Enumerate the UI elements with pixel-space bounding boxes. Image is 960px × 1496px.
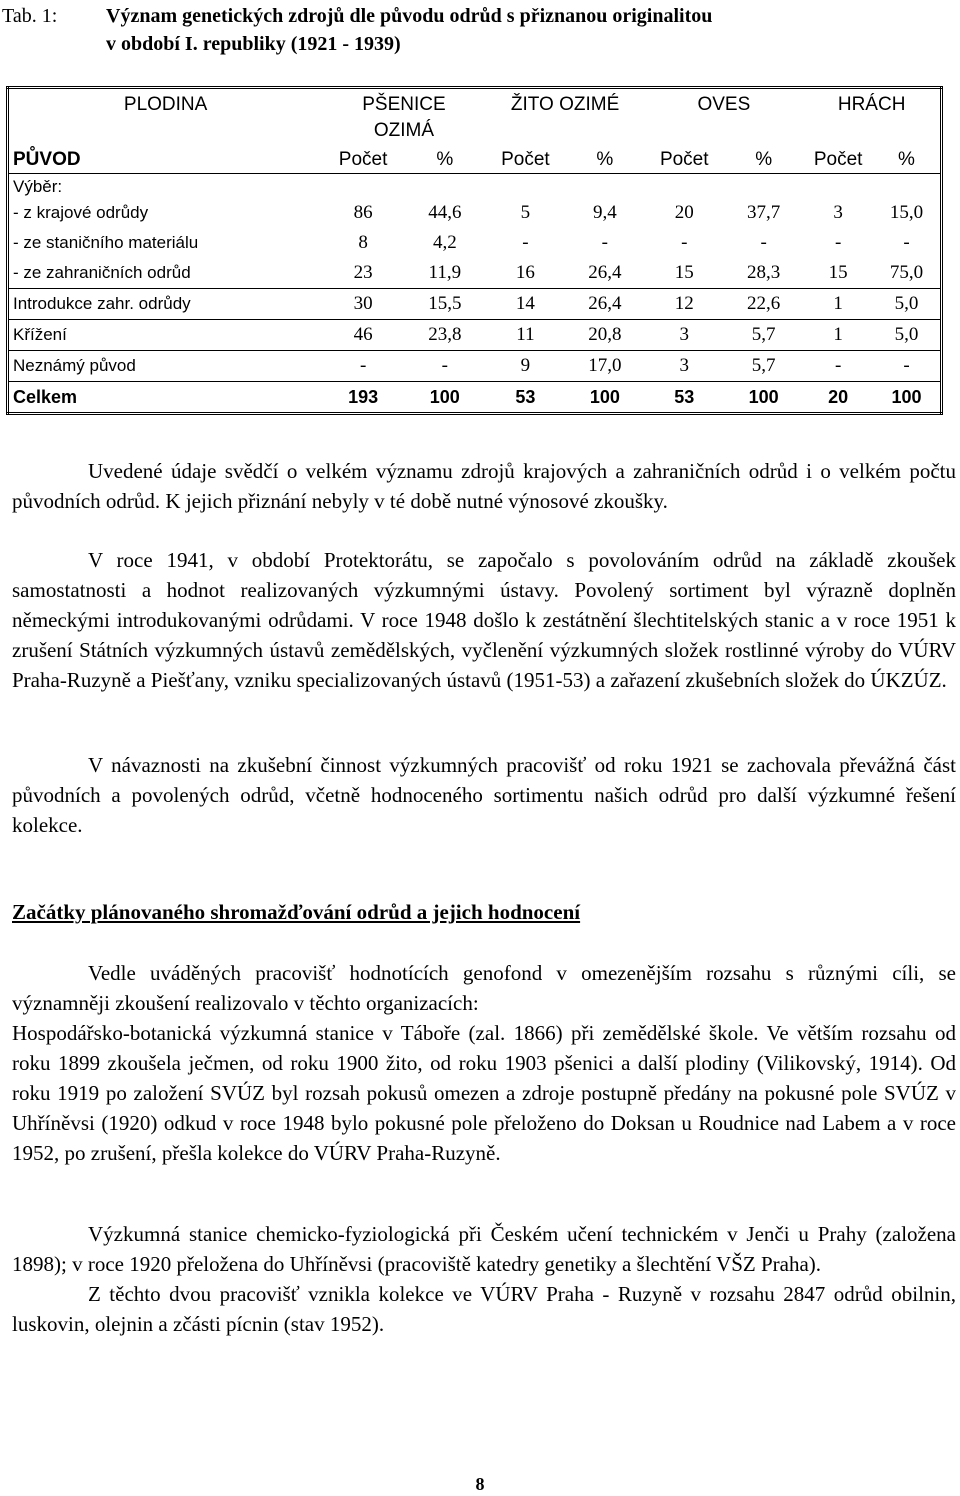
total-row xyxy=(8,382,942,414)
pct-header: % xyxy=(755,149,773,170)
table-row xyxy=(8,351,942,382)
cell: 5,7 xyxy=(724,320,803,351)
cell: 9 xyxy=(486,351,566,382)
cell: 20,8 xyxy=(565,320,644,351)
cell: - xyxy=(404,351,486,382)
cell: - xyxy=(522,232,529,253)
column-header-row xyxy=(8,144,942,174)
cell: - xyxy=(322,351,404,382)
cell: 16 xyxy=(515,262,535,283)
cell: 3 xyxy=(833,202,843,223)
cell: 100 xyxy=(404,382,486,414)
table-row xyxy=(8,228,942,258)
count-header: Počet xyxy=(338,149,388,170)
total-label: Celkem xyxy=(8,382,323,414)
paragraph-1: Uvedené údaje svědčí o velkém významu zdrojů krajových a zahraničních odrůd i o velkém počtu původních odrůd. K jejich přiznání nebyly v té době nutné výnosové zkoušky. xyxy=(12,459,956,513)
cell: 5,7 xyxy=(724,351,803,382)
paragraph-3-block xyxy=(12,750,956,840)
plodina-header: PLODINA xyxy=(123,94,208,115)
cell: 5,0 xyxy=(873,289,942,320)
table-row xyxy=(8,320,942,351)
cell: 100 xyxy=(565,382,644,414)
pct-header: % xyxy=(596,149,614,170)
cell: 12 xyxy=(644,289,724,320)
cell: 26,4 xyxy=(565,289,644,320)
cell: 23,8 xyxy=(404,320,486,351)
cell: 26,4 xyxy=(588,262,622,283)
paragraph-2-block xyxy=(12,545,956,695)
paragraph-3: V návaznosti na zkušební činnost výzkumných pracovišť od roku 1921 se zachovala převážná část původních a povolených odrůd, včetně hodnoceného sortimentu našich odrůd pro další výzkumné řešení kolekce. xyxy=(12,753,956,837)
cell: 53 xyxy=(486,382,566,414)
row-label: Neznámý původ xyxy=(8,351,323,382)
cell: 75,0 xyxy=(889,262,924,283)
cell: 15,0 xyxy=(889,202,924,223)
vyber-label: Výběr: xyxy=(8,174,323,199)
cell: 4,2 xyxy=(432,232,457,253)
origin-table xyxy=(6,86,943,415)
cell: 100 xyxy=(724,382,803,414)
row-label: Křížení xyxy=(8,320,323,351)
cell: 8 xyxy=(358,232,368,253)
cell: 46 xyxy=(322,320,404,351)
paragraph-4a: Vedle uváděných pracovišť hodnotících genofond v omezenějším rozsahu s různými cíli, se významněji zkoušení realizovalo v těchto organizacích: xyxy=(12,961,956,1015)
row-label: Introdukce zahr. odrůdy xyxy=(8,289,323,320)
cell: 11,9 xyxy=(428,262,462,283)
paragraph-4-block xyxy=(12,958,956,1168)
paragraph-5-block xyxy=(12,1219,956,1339)
cell: 5 xyxy=(520,202,531,223)
caption-title-line2: v období I. republiky (1921 - 1939) xyxy=(106,33,401,55)
puvod-header: PŮVOD xyxy=(13,149,81,170)
cell: 1 xyxy=(803,289,873,320)
paragraph-2: V roce 1941, v období Protektorátu, se započalo s povolováním odrůd na základě zkoušek samostatnosti a hodnot realizovaných výzkumnými ústavy. Povolený sortiment byl výrazně doplněn německými introdukovanými odrůdami. V roce 1948 došlo k zestátnění šlechtitelských stanic a v roce 1951 k zrušení Státních výzkumných ústavů zemědělských, vyčlenění výzkumných složek rostlinné výroby do VÚRV Praha-Ruzyně a Piešťany, vzniku specializovaných ústavů (1951-53) a zařazení zkušebních složek do ÚKZÚZ. xyxy=(12,548,956,692)
cell: 22,6 xyxy=(724,289,803,320)
table-row xyxy=(8,258,942,289)
paragraph-6: Z těchto dvou pracovišť vznikla kolekce ve VÚRV Praha - Ruzyně v rozsahu 2847 odrůd obilnin, luskovin, olejnin a zčásti pícnin (stav 1952). xyxy=(12,1282,956,1336)
cell: 11 xyxy=(486,320,566,351)
count-header: Počet xyxy=(813,149,863,170)
cell: 44,6 xyxy=(428,202,462,223)
table-caption xyxy=(0,2,940,58)
cell: 14 xyxy=(486,289,566,320)
caption-label: Tab. 1: xyxy=(2,5,58,27)
page-number: 8 xyxy=(475,1474,485,1494)
cell: 5,0 xyxy=(873,320,942,351)
cell: 20 xyxy=(674,202,694,223)
cell: 100 xyxy=(873,382,942,414)
cell: - xyxy=(873,351,942,382)
table-row xyxy=(8,289,942,320)
cell: 17,0 xyxy=(565,351,644,382)
cell: - xyxy=(760,232,767,253)
cell: 193 xyxy=(322,382,404,414)
count-header: Počet xyxy=(501,149,550,170)
cell: 15 xyxy=(828,262,848,283)
row-label: - ze zahraničních odrůd xyxy=(13,263,191,282)
count-header: Počet xyxy=(659,149,709,170)
cell: 20 xyxy=(803,382,873,414)
row-label: - z krajové odrůdy xyxy=(13,203,149,222)
crop-header: ŽITO OZIMÉ xyxy=(510,94,620,115)
cell: 23 xyxy=(353,262,373,283)
cell: 9,4 xyxy=(592,202,617,223)
crop-header-row xyxy=(8,88,942,145)
cell: - xyxy=(681,232,688,253)
caption-title-line1: Význam genetických zdrojů dle původu odrůd s přiznanou originalitou xyxy=(106,5,713,27)
paragraph-5: Výzkumná stanice chemicko-fyziologická při Českém učení technickém v Jenči u Prahy (založena 1898); v roce 1920 přeložena do Uhříněvsi (pracoviště katedry genetiky a šlechtění VŠZ Praha). xyxy=(12,1222,956,1276)
section-heading: Začátky plánovaného shromažďování odrůd a jejich hodnocení xyxy=(12,900,581,924)
cell: - xyxy=(903,232,910,253)
paragraph-4b: Hospodářsko-botanická výzkumná stanice v Táboře (zal. 1866) při zemědělské škole. Ve větším rozsahu od roku 1899 zkoušela ječmen, od roku 1900 žito, od roku 1903 pšenici a další plodiny (Vilikovský, 1914). Od roku 1919 po založení SVÚZ byl rozsah pokusů omezen a zdroje postupně předány na pokusné pole SVÚZ v Uhříněvsi (1920) odkud v roce 1948 bylo pokusné pole přeloženo do Doksan u Roudnice nad Labem a v roce 1952, po zrušení, přešla kolekce do VÚRV Praha-Ruzyně. xyxy=(12,1021,956,1165)
table-row xyxy=(8,198,942,228)
cell: - xyxy=(803,351,873,382)
cell: 28,3 xyxy=(747,262,781,283)
cell: 37,7 xyxy=(747,202,781,223)
cell: - xyxy=(601,232,608,253)
row-label: - ze staničního materiálu xyxy=(13,233,199,252)
cell: 30 xyxy=(322,289,404,320)
cell: 3 xyxy=(644,320,724,351)
pct-header: % xyxy=(898,149,915,170)
paragraph-1-block xyxy=(12,456,956,516)
cell: 53 xyxy=(644,382,724,414)
cell: 15,5 xyxy=(404,289,486,320)
pct-header: % xyxy=(436,149,454,170)
cell: 86 xyxy=(353,202,373,223)
crop-header: PŠENICE OZIMÁ xyxy=(362,94,446,141)
vyber-row xyxy=(8,174,942,199)
cell: - xyxy=(834,232,842,253)
cell: 3 xyxy=(644,351,724,382)
cell: 1 xyxy=(803,320,873,351)
crop-header: HRÁCH xyxy=(837,94,906,115)
cell: 15 xyxy=(674,262,694,283)
crop-header: OVES xyxy=(697,94,751,115)
